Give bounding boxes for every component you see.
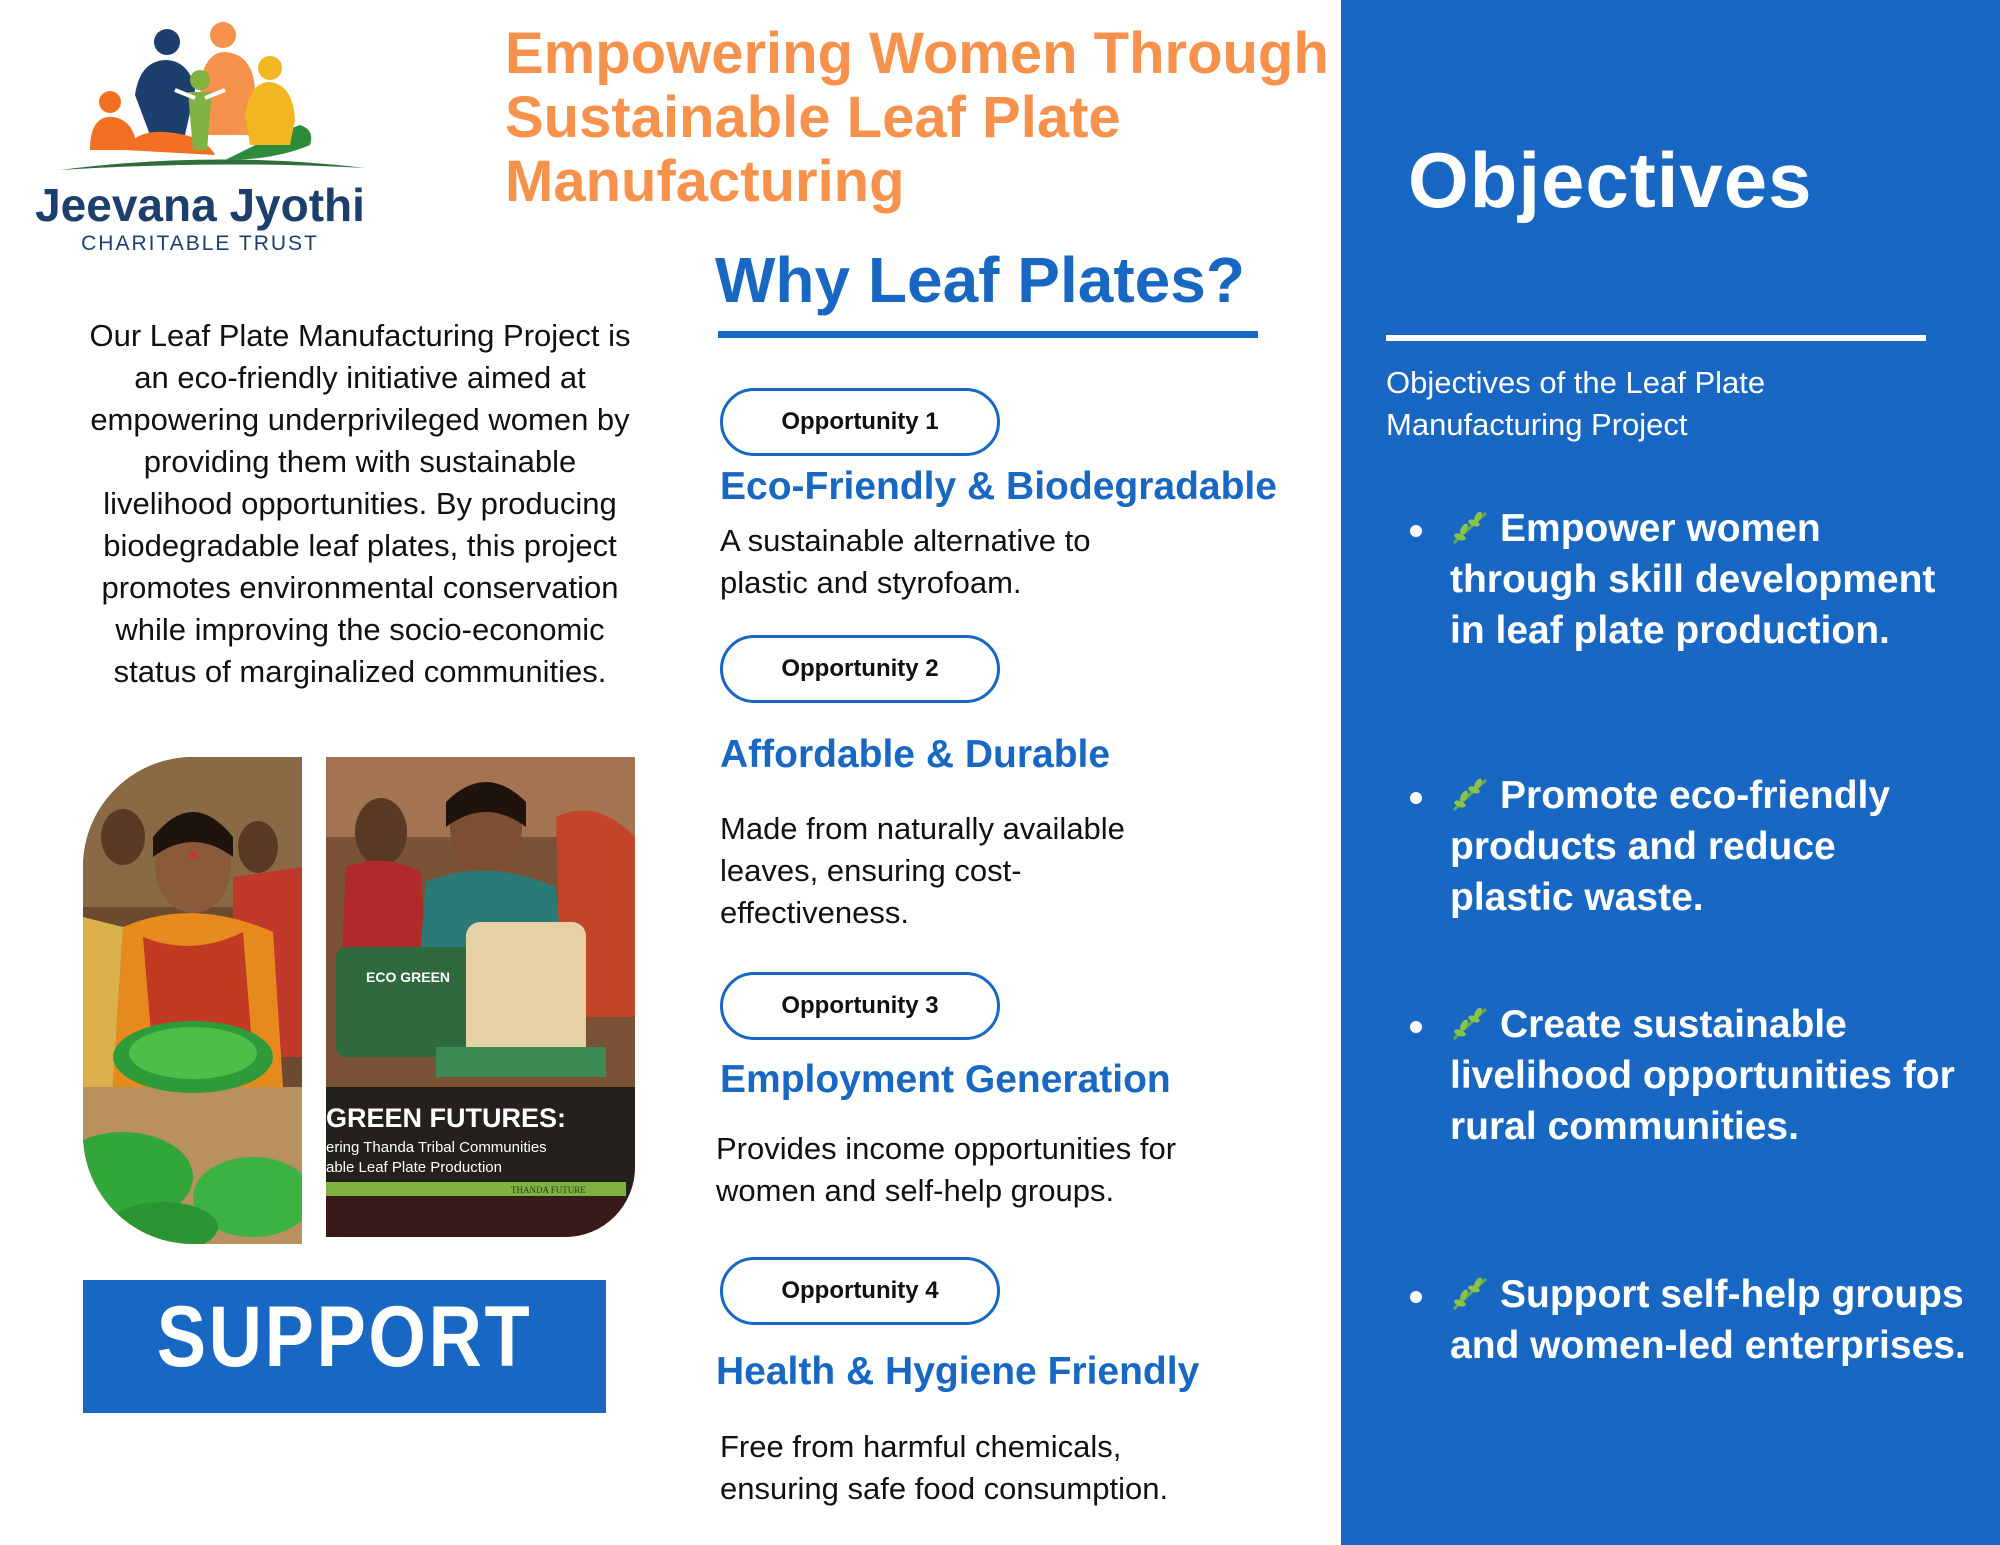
objective-text: Support self-help groups and women-led enterprises. <box>1450 1273 1966 1367</box>
opportunity-1-heading: Eco-Friendly & Biodegradable <box>720 465 1277 508</box>
leaf-sprig-icon <box>1450 776 1490 812</box>
poster-brand: ECO GREEN <box>366 969 451 985</box>
bullet-dot <box>1410 525 1422 537</box>
opportunity-3-heading: Employment Generation <box>720 1058 1171 1101</box>
why-leaf-plates-title: Why Leaf Plates? <box>715 244 1245 316</box>
objective-text: Promote eco-friendly products and reduce plastic waste. <box>1450 774 1891 919</box>
objectives-title: Objectives <box>1408 136 1813 224</box>
poster-line-2: able Leaf Plate Production <box>326 1159 502 1176</box>
opportunity-2-desc: Made from naturally available leaves, ensuring cost-effectiveness. <box>720 811 1125 930</box>
opportunity-3-desc: Provides income opportunities for women and self-help groups. <box>716 1131 1177 1208</box>
objectives-divider <box>1386 335 1926 341</box>
opportunity-4-pill: Opportunity 4 <box>720 1257 1000 1325</box>
headline: Empowering Women Through Sustainable Leaf Plate Manufacturing <box>505 21 1329 214</box>
support-button-label: SUPPORT <box>156 1289 533 1385</box>
leaf-sprig-icon <box>1450 509 1490 545</box>
opportunity-4-heading: Health & Hygiene Friendly <box>716 1350 1200 1393</box>
org-subtitle: CHARITABLE TRUST <box>81 232 319 255</box>
opportunity-1-desc: A sustainable alternative to plastic and styrofoam. <box>720 523 1091 600</box>
objective-text: Create sustainable livelihood opportunities for rural communities. <box>1450 1003 1955 1148</box>
opportunity-2-pill: Opportunity 2 <box>720 635 1000 703</box>
poster-line-1: ering Thanda Tribal Communities <box>326 1139 547 1156</box>
leaf-sprig-icon <box>1450 1275 1490 1311</box>
bullet-dot <box>1410 1021 1422 1033</box>
sewing-machine-poster-photo <box>326 757 635 1237</box>
opportunity-2-heading: Affordable & Durable <box>720 733 1111 776</box>
poster-footer: THANDA FUTURE <box>511 1185 586 1195</box>
women-leaf-plates-photo <box>83 757 302 1244</box>
poster-title: GREEN FUTURES: <box>326 1103 567 1133</box>
trust-logo <box>55 20 375 180</box>
objective-text: Empower women through skill development in leaf plate production. <box>1450 507 1936 652</box>
opportunity-1-pill: Opportunity 1 <box>720 388 1000 456</box>
bullet-dot <box>1410 792 1422 804</box>
org-name: Jeevana Jyothi <box>35 179 365 231</box>
bullet-dot <box>1410 1291 1422 1303</box>
leaf-sprig-icon <box>1450 1005 1490 1041</box>
objectives-subtitle: Objectives of the Leaf Plate Manufacturing Project <box>1386 365 1766 442</box>
opportunity-3-pill: Opportunity 3 <box>720 972 1000 1040</box>
opportunity-4-desc: Free from harmful chemicals, ensuring safe food consumption. <box>720 1429 1169 1506</box>
intro-paragraph: Our Leaf Plate Manufacturing Project is an eco-friendly initiative aimed at empowering underprivileged women by providing them with sustainable livelihood opportunities. By producing biodegradable leaf plates, this project promotes environmental conservation while improving the socio-economic status of marginalized communities. <box>89 318 631 689</box>
title-underline <box>718 331 1258 338</box>
